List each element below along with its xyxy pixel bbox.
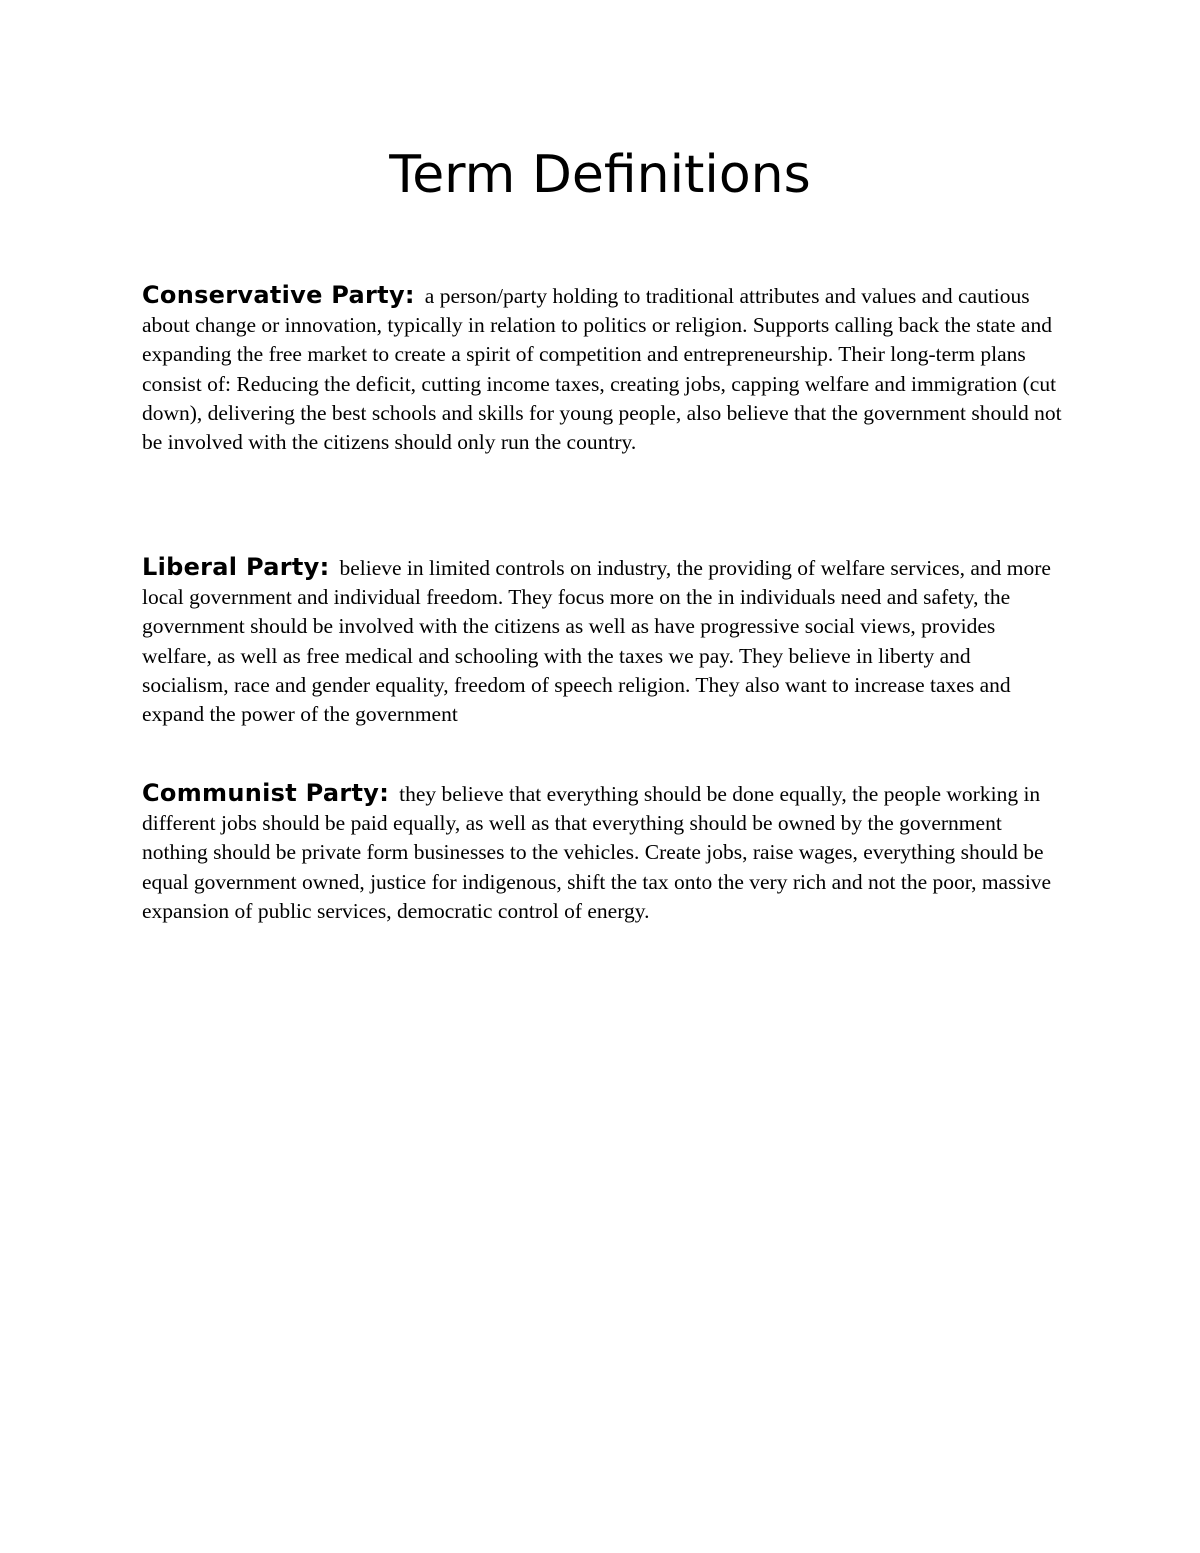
term-liberal-party: Liberal Party: [142, 553, 330, 581]
definition-text-liberal-party: believe in limited controls on industry, the providing of welfare services, and more local government and individual freedom. They focus more on the in individuals need and safety, the government should be involved with the citizens as well as have progressive social views, provides welfare, as well as free medical and schooling with the taxes we pay. They believe in liberty and socialism, race and gender equality, freedom of speech religion. They also want to increase taxes and expand the power of the government [142, 556, 1051, 727]
definition-text-communist-party: they believe that everything should be done equally, the people working in different jobs should be paid equally, as well as that everything should be owned by the government nothing should be private form businesses to the vehicles. Create jobs, raise wages, everything should be equal government owned, justice for indigenous, shift the tax onto the very rich and not the poor, massive expansion of public services, democratic control of energy. [142, 782, 1052, 923]
definition-communist-party [142, 779, 1062, 926]
term-conservative-party: Conservative Party: [142, 281, 415, 309]
page-title: Term Definitions [389, 145, 811, 205]
term-communist-party: Communist Party: [142, 779, 390, 807]
definition-text-conservative-party: a person/party holding to traditional attributes and values and cautious about change or innovation, typically in relation to politics or religion. Supports calling back the state and expanding the free market to create a spirit of competition and entrepreneurship. Their long-term plans consist of: Reducing the deficit, cutting income taxes, creating jobs, capping welfare and immigration (cut down), delivering the best schools and skills for young people, also believe that the government should not be involved with the citizens should only run the country. [142, 284, 1062, 455]
definition-conservative-party [142, 281, 1062, 457]
definition-liberal-party [142, 553, 1062, 729]
